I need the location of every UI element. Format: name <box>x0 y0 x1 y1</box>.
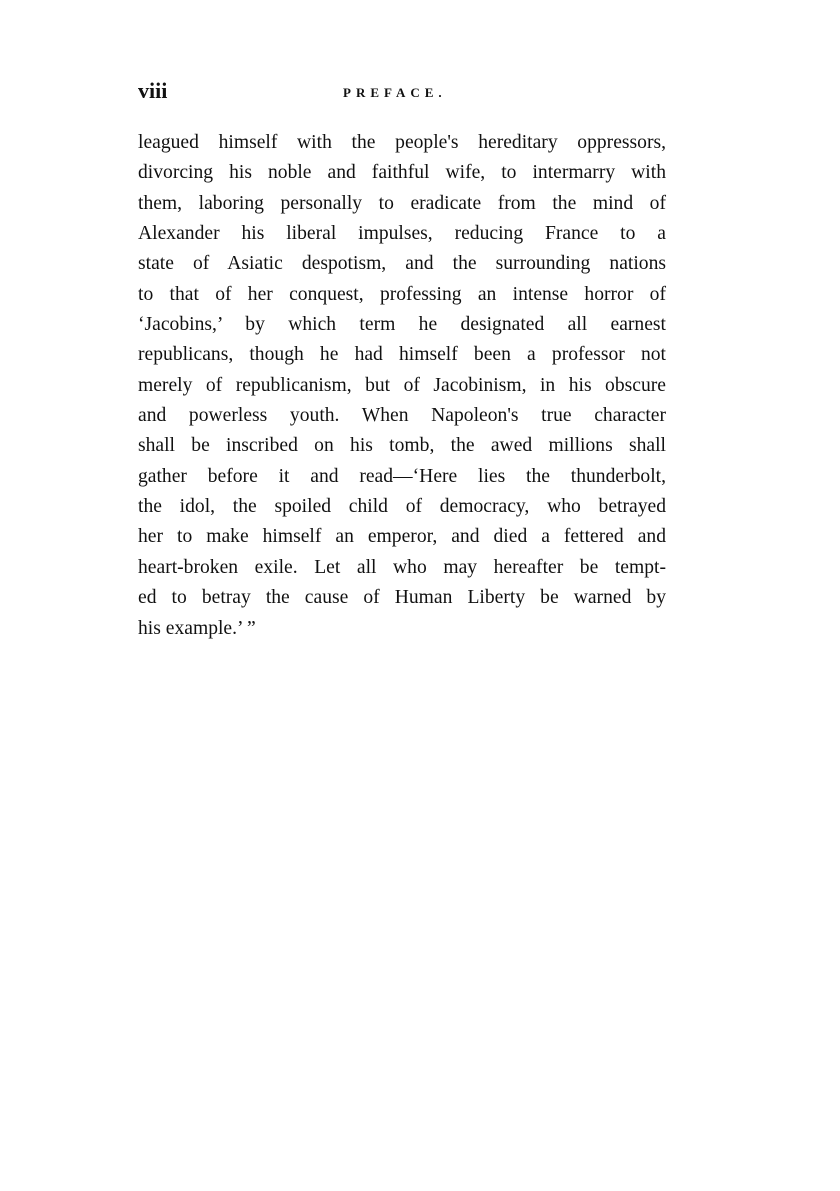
text-line: gather before it and read—‘Here lies the thunderbolt, <box>138 465 666 487</box>
body-text <box>138 128 666 644</box>
text-line: the idol, the spoiled child of democracy, who betrayed <box>138 496 666 518</box>
text-line: ‘Jacobins,’ by which term he designated all earnest <box>138 314 666 336</box>
text-line: shall be inscribed on his tomb, the awed millions shall <box>138 435 666 457</box>
text-line: them, laboring personally to eradicate from the mind of <box>138 192 666 214</box>
running-title: PREFACE. <box>343 85 447 100</box>
text-line: divorcing his noble and faithful wife, to intermarry with <box>138 162 666 184</box>
text-line: Alexander his liberal impulses, reducing France to a <box>138 223 666 245</box>
text-line: ed to betray the cause of Human Liberty be warned by <box>138 587 666 609</box>
text-line: and powerless youth. When Napoleon's true character <box>138 405 666 427</box>
text-line: her to make himself an emperor, and died a fettered and <box>138 526 666 548</box>
page-number: viii <box>138 78 168 103</box>
text-line: to that of her conquest, professing an intense horror of <box>138 283 666 305</box>
text-line: merely of republicanism, but of Jacobinism, in his obscure <box>138 374 666 396</box>
text-line: republicans, though he had himself been a professor not <box>138 344 666 366</box>
text-line: leagued himself with the people's hereditary oppressors, <box>138 132 666 153</box>
text-line-last: his example.’ ” <box>138 617 256 639</box>
text-line: heart-broken exile. Let all who may hereafter be tempt- <box>138 556 666 578</box>
running-head <box>138 78 666 108</box>
text-line: state of Asiatic despotism, and the surrounding nations <box>138 253 666 275</box>
